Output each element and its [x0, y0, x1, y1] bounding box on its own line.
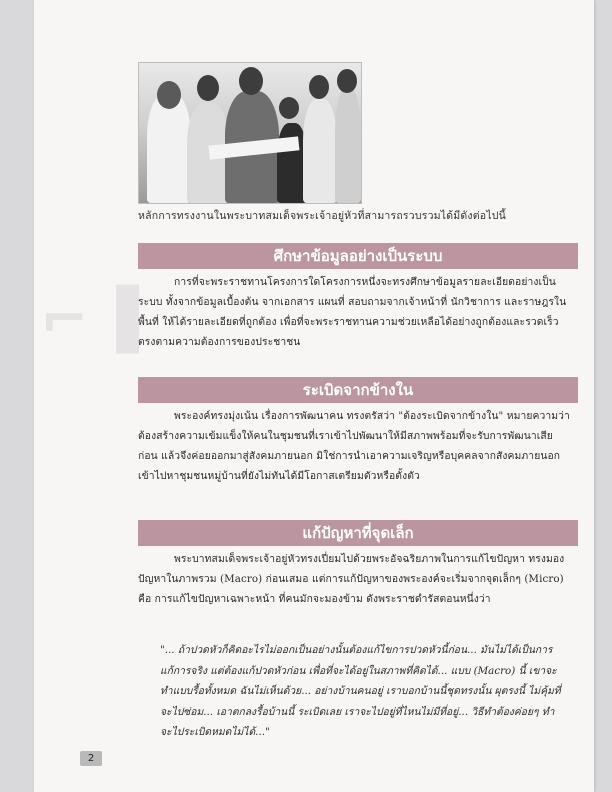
page-number: 2 [80, 751, 102, 766]
background-watermark: ⌐ ▌ [40, 285, 166, 353]
section-body-study: การที่จะพระราชทานโครงการใดโครงการหนึ่งจะทรงศึกษาข้อมูลรายละเอียดอย่างเป็นระบบ ทั้งจากข้อมูลเบื้องต้น จากเอกสาร แผนที่ สอบถามจากเจ้าหน้าที่ นักวิชาการ และราษฎรในพื้นที่ ให้ได้รายละเอียดที่ถูกต้อง เพื่อที่จะพระราชทานความช่วยเหลือได้อย่างถูกต้องและรวดเร็ว ตรงตามความต้องการของประชาชน [138, 276, 567, 348]
section-body-explode-inside: พระองค์ทรงมุ่งเน้น เรื่องการพัฒนาคน ทรงตรัสว่า "ต้องระเบิดจากข้างใน" หมายความว่า ต้องสร้างความเข้มแข็งให้คนในชุมชนที่เราเข้าไปพัฒนาให้มีสภาพพร้อมที่จะรับการพัฒนาเสียก่อน แล้วจึงค่อยออกมาสู่สังคมภายนอก มิใช่การนำเอาความเจริญหรือบุคคลจากสังคมภายนอกเข้าไปหาชุมชนหมู่บ้านที่ยังไม่ทันได้มีโอกาสเตรียมตัวหรือตั้งตัว [138, 410, 570, 482]
section-heading-study: ศึกษาข้อมูลอย่างเป็นระบบ [138, 243, 578, 269]
royal-visit-photo [138, 62, 362, 204]
section-heading-explode-inside: ระเบิดจากข้างใน [138, 377, 578, 403]
section-heading-small-point: แก้ปัญหาที่จุดเล็ก [138, 520, 578, 546]
royal-speech-quote: "... ถ้าปวดหัวก็คิดอะไรไม่ออกเป็นอย่างนั้นต้องแก้ไขการปวดหัวนี้ก่อน... มันไม่ได้เป็นการแก้การจริง แต่ต้องแก้ปวดหัวก่อน เพื่อที่จะได้อยู่ในสภาพที่คิดได้... แบบ (Macro) นี้ เขาจะทำแบบรื้อทั้งหมด ฉันไม่เห็นด้วย... อย่างบ้านคนอยู่ เราบอกบ้านนี้ชุดทรงนั้น ผุตรงนี้ ไม่คุ้มที่จะไปซ่อม... เอาตกลงรื้อบ้านนี้ ระเบิดเลย เราจะไปอยู่ที่ไหนไม่มีที่อยู่... วิธีทำต้องค่อยๆ ทำ จะไประเบิดหมดไม่ได้..." [160, 644, 561, 738]
section-body-small-point: พระบาทสมเด็จพระเจ้าอยู่หัวทรงเปี่ยมไปด้วยพระอัจฉริยภาพในการแก้ไขปัญหา ทรงมองปัญหาในภาพรวม (Macro) ก่อนเสมอ แต่การแก้ปัญหาของพระองค์จะเริ่มจากจุดเล็กๆ (Micro) คือ การแก้ไขปัญหาเฉพาะหน้า ที่คนมักจะมองข้าม ดังพระราชดำรัสตอนหนึ่งว่า [138, 553, 565, 605]
intro-text: หลักการทรงงานในพระบาทสมเด็จพระเจ้าอยู่หัวที่สามารถรวบรวมได้มีดังต่อไปนี้ [138, 210, 506, 222]
